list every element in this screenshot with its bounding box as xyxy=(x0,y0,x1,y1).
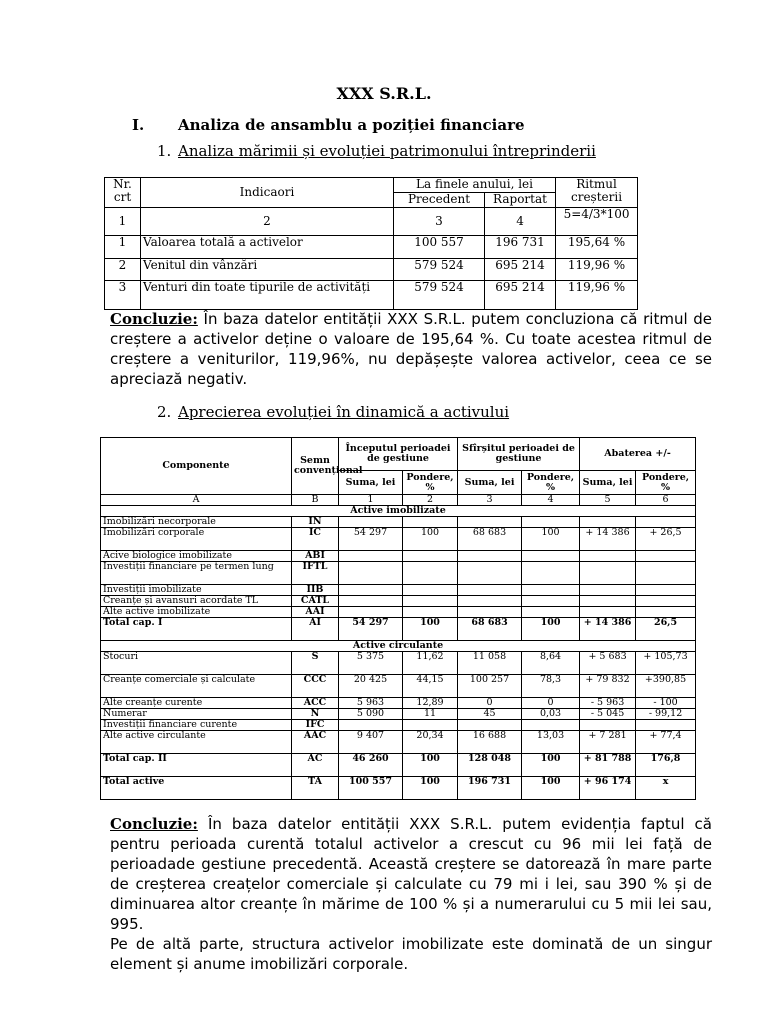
table-row xyxy=(101,517,696,528)
end-share-cell: 8,64 xyxy=(522,652,580,675)
end-share-cell xyxy=(522,720,580,731)
component-name: Alte active imobilizate xyxy=(101,607,292,618)
start-sum-cell xyxy=(339,596,403,607)
deviation-share-cell xyxy=(636,607,696,618)
section-fixed-assets: Active imobilizate xyxy=(101,506,696,517)
deviation-sum-cell: + 14 386 xyxy=(580,528,636,551)
header-deviation: Abaterea +/- xyxy=(580,438,696,471)
start-sum-cell: 54 297 xyxy=(339,618,403,641)
end-share-cell xyxy=(522,596,580,607)
end-share-cell xyxy=(522,585,580,596)
deviation-sum-cell: + 79 832 xyxy=(580,675,636,698)
start-share-cell: 100 xyxy=(403,777,458,800)
deviation-share-cell: - 99,12 xyxy=(636,709,696,720)
component-name: Total cap. II xyxy=(101,754,292,777)
component-code: IFTL xyxy=(292,562,339,585)
end-sum-cell xyxy=(458,607,522,618)
start-share-cell: 100 xyxy=(403,528,458,551)
start-sum-cell: 9 407 xyxy=(339,731,403,754)
header-sum: Suma, lei xyxy=(580,471,636,495)
deviation-share-cell: 176,8 xyxy=(636,754,696,777)
table-row xyxy=(101,675,696,698)
deviation-share-cell: + 26,5 xyxy=(636,528,696,551)
index-cell: 2 xyxy=(403,495,458,506)
end-share-cell: 100 xyxy=(522,618,580,641)
start-sum-cell: 100 557 xyxy=(339,777,403,800)
table-row xyxy=(101,754,696,777)
component-name: Imobilizări necorporale xyxy=(101,517,292,528)
subsection-1-number: 1. xyxy=(157,142,172,160)
header-nr-crt: Nr. crt xyxy=(105,178,141,208)
header-reported: Raportat xyxy=(485,193,556,208)
end-sum-cell xyxy=(458,585,522,596)
start-sum-cell xyxy=(339,562,403,585)
header-share: Pondere, % xyxy=(522,471,580,495)
header-growth-rate: Ritmul creșterii xyxy=(556,178,638,208)
index-cell: 3 xyxy=(394,208,485,236)
start-sum-cell: 54 297 xyxy=(339,528,403,551)
start-share-cell: 11 xyxy=(403,709,458,720)
reported-value: 695 214 xyxy=(485,259,556,281)
deviation-share-cell: + 77,4 xyxy=(636,731,696,754)
table-row xyxy=(101,731,696,754)
index-cell: A xyxy=(101,495,292,506)
component-name: Alte creanțe curente xyxy=(101,698,292,709)
component-code: AAI xyxy=(292,607,339,618)
end-sum-cell: 68 683 xyxy=(458,618,522,641)
table-row xyxy=(101,585,696,596)
start-sum-cell xyxy=(339,607,403,618)
start-share-cell: 100 xyxy=(403,618,458,641)
deviation-sum-cell xyxy=(580,585,636,596)
component-code: N xyxy=(292,709,339,720)
growth-value: 119,96 % xyxy=(556,281,638,310)
subsection-2-title: Aprecierea evoluției în dinamică a activului xyxy=(178,403,510,421)
component-name: Numerar xyxy=(101,709,292,720)
index-cell: 5 xyxy=(580,495,636,506)
header-year-end: La finele anului, lei xyxy=(394,178,556,193)
previous-value: 579 524 xyxy=(394,259,485,281)
component-name: Total cap. I xyxy=(101,618,292,641)
end-share-cell: 13,03 xyxy=(522,731,580,754)
end-sum-cell: 0 xyxy=(458,698,522,709)
index-cell: 6 xyxy=(636,495,696,506)
reported-value: 695 214 xyxy=(485,281,556,310)
end-sum-cell: 45 xyxy=(458,709,522,720)
start-sum-cell: 5 090 xyxy=(339,709,403,720)
index-cell: 4 xyxy=(522,495,580,506)
section-number: I. xyxy=(132,116,145,134)
component-code: CATL xyxy=(292,596,339,607)
deviation-sum-cell xyxy=(580,596,636,607)
deviation-sum-cell xyxy=(580,720,636,731)
reported-value: 196 731 xyxy=(485,236,556,259)
header-indicators: Indicaori xyxy=(141,178,394,208)
end-share-cell: 78,3 xyxy=(522,675,580,698)
deviation-sum-cell xyxy=(580,562,636,585)
table-row xyxy=(105,236,638,259)
component-name: Creanțe comerciale și calculate xyxy=(101,675,292,698)
component-name: Imobilizări corporale xyxy=(101,528,292,551)
component-name: Total active xyxy=(101,777,292,800)
start-share-cell: 100 xyxy=(403,754,458,777)
deviation-share-cell xyxy=(636,720,696,731)
component-code: AAC xyxy=(292,731,339,754)
section-current-assets: Active circulante xyxy=(101,641,696,652)
deviation-share-cell: 26,5 xyxy=(636,618,696,641)
component-code: IIB xyxy=(292,585,339,596)
end-share-cell xyxy=(522,562,580,585)
start-share-cell xyxy=(403,607,458,618)
end-share-cell xyxy=(522,607,580,618)
deviation-sum-cell: + 96 174 xyxy=(580,777,636,800)
index-cell: 3 xyxy=(458,495,522,506)
end-sum-cell xyxy=(458,596,522,607)
table-row xyxy=(101,562,696,585)
component-code: IFC xyxy=(292,720,339,731)
deviation-sum-cell xyxy=(580,607,636,618)
start-sum-cell xyxy=(339,720,403,731)
table-row xyxy=(101,618,696,641)
start-share-cell: 11,62 xyxy=(403,652,458,675)
deviation-share-cell: x xyxy=(636,777,696,800)
end-sum-cell xyxy=(458,551,522,562)
end-share-cell: 100 xyxy=(522,777,580,800)
deviation-share-cell xyxy=(636,517,696,528)
conclusion-label: Concluzie: xyxy=(110,815,198,833)
deviation-sum-cell xyxy=(580,551,636,562)
assets-dynamics-table xyxy=(100,437,696,800)
start-sum-cell xyxy=(339,551,403,562)
subsection-1-title: Analiza mărimii și evoluției patrimonului întreprinderii xyxy=(178,142,596,160)
growth-value: 119,96 % xyxy=(556,259,638,281)
deviation-share-cell xyxy=(636,585,696,596)
deviation-sum-cell: - 5 045 xyxy=(580,709,636,720)
conclusion-2-paragraph: Pe de altă parte, structura activelor imobilizate este dominată de un singur element și anume imobilizări corporale. xyxy=(110,935,712,973)
row-number: 3 xyxy=(105,281,141,310)
component-name: Investiții financiare curente xyxy=(101,720,292,731)
end-sum-cell: 11 058 xyxy=(458,652,522,675)
deviation-sum-cell: - 5 963 xyxy=(580,698,636,709)
end-sum-cell xyxy=(458,517,522,528)
index-cell: 5=4/3*100 xyxy=(556,208,638,236)
table-row xyxy=(101,528,696,551)
section-title: Analiza de ansamblu a poziției financiare xyxy=(178,116,525,134)
start-share-cell xyxy=(403,596,458,607)
table-row xyxy=(101,607,696,618)
component-name: Investiții imobilizate xyxy=(101,585,292,596)
component-name: Investiții financiare pe termen lung xyxy=(101,562,292,585)
end-share-cell: 100 xyxy=(522,528,580,551)
start-share-cell xyxy=(403,585,458,596)
start-share-cell: 44,15 xyxy=(403,675,458,698)
document-title: XXX S.R.L. xyxy=(336,84,432,103)
patrimony-table xyxy=(104,177,638,310)
deviation-sum-cell: + 81 788 xyxy=(580,754,636,777)
table-row xyxy=(101,709,696,720)
start-sum-cell xyxy=(339,585,403,596)
start-sum-cell xyxy=(339,517,403,528)
growth-value: 195,64 % xyxy=(556,236,638,259)
component-code: S xyxy=(292,652,339,675)
conclusion-text: În baza datelor entității XXX S.R.L. putem concluziona că ritmul de creștere a activelor deține o valoare de 195,64 %. Cu toate acestea ritmul de creștere a veniturilor, 119,96%, nu depășește valorea activelor, ceea ce se apreciază negativ. xyxy=(110,310,712,388)
start-sum-cell: 20 425 xyxy=(339,675,403,698)
conclusion-2 xyxy=(110,814,712,934)
component-code: ACC xyxy=(292,698,339,709)
end-share-cell: 0,03 xyxy=(522,709,580,720)
table-row xyxy=(101,698,696,709)
start-share-cell: 12,89 xyxy=(403,698,458,709)
row-number: 1 xyxy=(105,236,141,259)
deviation-sum-cell: + 14 386 xyxy=(580,618,636,641)
deviation-share-cell xyxy=(636,596,696,607)
start-share-cell xyxy=(403,551,458,562)
deviation-share-cell xyxy=(636,562,696,585)
header-sum: Suma, lei xyxy=(339,471,403,495)
component-name: Stocuri xyxy=(101,652,292,675)
header-previous: Precedent xyxy=(394,193,485,208)
header-share: Pondere, % xyxy=(636,471,696,495)
row-number: 2 xyxy=(105,259,141,281)
component-code: ABI xyxy=(292,551,339,562)
table-row xyxy=(101,551,696,562)
start-share-cell xyxy=(403,720,458,731)
previous-value: 100 557 xyxy=(394,236,485,259)
header-components: Componente xyxy=(101,438,292,495)
end-share-cell: 0 xyxy=(522,698,580,709)
start-sum-cell: 46 260 xyxy=(339,754,403,777)
index-cell: 4 xyxy=(485,208,556,236)
component-code: AI xyxy=(292,618,339,641)
component-code: AC xyxy=(292,754,339,777)
header-period-end: Sfîrșitul perioadei de gestiune xyxy=(458,438,580,471)
table-row xyxy=(101,777,696,800)
header-sum: Suma, lei xyxy=(458,471,522,495)
previous-value: 579 524 xyxy=(394,281,485,310)
table-row xyxy=(101,720,696,731)
conclusion-1 xyxy=(110,309,712,389)
header-share: Pondere, % xyxy=(403,471,458,495)
table-row xyxy=(101,652,696,675)
table-row xyxy=(105,259,638,281)
component-code: IC xyxy=(292,528,339,551)
end-sum-cell: 16 688 xyxy=(458,731,522,754)
index-cell: 1 xyxy=(105,208,141,236)
end-sum-cell: 100 257 xyxy=(458,675,522,698)
end-sum-cell xyxy=(458,562,522,585)
start-sum-cell: 5 963 xyxy=(339,698,403,709)
header-symbol: Semn convențional xyxy=(292,438,339,495)
subsection-2-number: 2. xyxy=(157,403,172,421)
index-cell: B xyxy=(292,495,339,506)
start-sum-cell: 5 375 xyxy=(339,652,403,675)
indicator-name: Venitul din vânzări xyxy=(141,259,394,281)
deviation-share-cell: + 105,73 xyxy=(636,652,696,675)
start-share-cell xyxy=(403,517,458,528)
conclusion-text: În baza datelor entității XXX S.R.L. putem evidenția faptul că pentru perioada curentă totalul activelor a crescut cu 96 mii lei față de perioadade gestiune precedentă. Această creștere se datorează în mare parte de creșterea creațelor comerciale și calculate cu 79 mi i lei, sau 390 % și de diminuarea altor creanțe în mărime de 100 % și a numerarului cu 5 mii lei sau, 995. xyxy=(110,815,712,933)
start-share-cell: 20,34 xyxy=(403,731,458,754)
component-code: IN xyxy=(292,517,339,528)
component-name: Acive biologice imobilizate xyxy=(101,551,292,562)
end-sum-cell: 68 683 xyxy=(458,528,522,551)
deviation-sum-cell: + 7 281 xyxy=(580,731,636,754)
deviation-share-cell: - 100 xyxy=(636,698,696,709)
end-share-cell: 100 xyxy=(522,754,580,777)
component-code: TA xyxy=(292,777,339,800)
index-cell: 2 xyxy=(141,208,394,236)
indicator-name: Valoarea totală a activelor xyxy=(141,236,394,259)
deviation-sum-cell xyxy=(580,517,636,528)
end-share-cell xyxy=(522,517,580,528)
table-row xyxy=(101,596,696,607)
conclusion-label: Concluzie: xyxy=(110,310,198,328)
end-sum-cell xyxy=(458,720,522,731)
component-code: CCC xyxy=(292,675,339,698)
component-name: Alte active circulante xyxy=(101,731,292,754)
end-sum-cell: 196 731 xyxy=(458,777,522,800)
start-share-cell xyxy=(403,562,458,585)
indicator-name: Venturi din toate tipurile de activități xyxy=(141,281,394,310)
deviation-sum-cell: + 5 683 xyxy=(580,652,636,675)
deviation-share-cell xyxy=(636,551,696,562)
end-sum-cell: 128 048 xyxy=(458,754,522,777)
header-period-start: Începutul perioadei de gestiune xyxy=(339,438,458,471)
table-row xyxy=(105,281,638,310)
deviation-share-cell: +390,85 xyxy=(636,675,696,698)
end-share-cell xyxy=(522,551,580,562)
index-cell: 1 xyxy=(339,495,403,506)
component-name: Creanțe și avansuri acordate TL xyxy=(101,596,292,607)
